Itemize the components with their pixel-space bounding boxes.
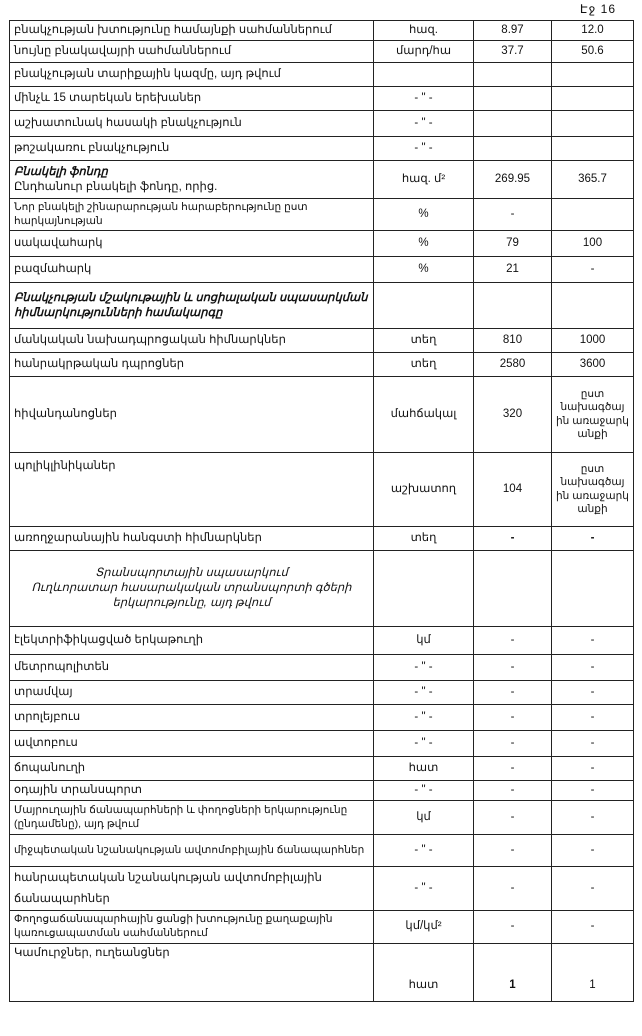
row-label: էլեկտրիֆիկացված երկաթուղի — [10, 627, 374, 655]
row-unit: տեղ — [374, 527, 474, 551]
row-value-1: - — [474, 199, 552, 231]
table-row — [10, 283, 634, 329]
row-value-1: - — [474, 731, 552, 757]
row-value-1: - — [474, 911, 552, 943]
row-label: Մայրուղային ճանապարհների և փողոցների երկարությունը (ընդամենը), այդ թվում — [10, 801, 374, 835]
row-value-2: - — [552, 705, 634, 731]
row-value-1: 269.95 — [474, 161, 552, 199]
row-unit: - " - — [374, 87, 474, 111]
row-label: պոլիկլինիկաներ — [10, 453, 374, 527]
row-value-1 — [474, 111, 552, 137]
row-value-2: 1 — [552, 943, 634, 1001]
row-value-2: 12.0 — [552, 21, 634, 41]
row-label: տրոլեյբուս — [10, 705, 374, 731]
row-value-2: 365.7 — [552, 161, 634, 199]
table-row — [10, 161, 634, 199]
row-value-2: - — [552, 527, 634, 551]
row-unit: կմ — [374, 801, 474, 835]
row-value-1: - — [474, 527, 552, 551]
table-row — [10, 41, 634, 63]
row-label: օդային տրանսպորտ — [10, 781, 374, 801]
row-value-1: 21 — [474, 257, 552, 283]
row-label: սակավահարկ — [10, 231, 374, 257]
row-value-2 — [552, 199, 634, 231]
row-unit: մահճակալ — [374, 377, 474, 453]
table-row — [10, 199, 634, 231]
table-row — [10, 655, 634, 681]
row-value-2 — [552, 551, 634, 627]
table-row — [10, 63, 634, 87]
row-value-2: - — [552, 257, 634, 283]
section-heading: Ուղևորատար հասարակական տրանսպորտի գծերի — [31, 582, 352, 595]
table-row — [10, 867, 634, 911]
row-value-1: - — [474, 705, 552, 731]
row-label: Կամուրջներ, ուղեանցներ — [10, 943, 374, 1001]
row-unit: - " - — [374, 705, 474, 731]
row-unit: հատ — [374, 757, 474, 781]
table-row — [10, 87, 634, 111]
row-unit: հազ. մ² — [374, 161, 474, 199]
section-heading: Բնակելի ֆոնդը — [14, 165, 108, 178]
row-value-1: - — [474, 781, 552, 801]
row-unit: կմ/կմ² — [374, 911, 474, 943]
row-value-1: 8.97 — [474, 21, 552, 41]
table-row — [10, 943, 634, 1001]
row-unit: աշխատող — [374, 453, 474, 527]
table-row — [10, 21, 634, 41]
row-value-1: - — [474, 655, 552, 681]
row-unit: % — [374, 231, 474, 257]
table-row — [10, 137, 634, 161]
row-label: տրամվայ — [10, 681, 374, 705]
row-value-2: 1000 — [552, 329, 634, 353]
row-unit: մարդ/հա — [374, 41, 474, 63]
row-label — [10, 161, 374, 199]
row-value-1: - — [474, 801, 552, 835]
table-row — [10, 551, 634, 627]
row-label: առողջարանային հանգստի հիմնարկներ — [10, 527, 374, 551]
table-row — [10, 681, 634, 705]
row-unit: հատ — [374, 943, 474, 1001]
row-label — [10, 867, 374, 911]
row-value-1: - — [474, 757, 552, 781]
row-value-2 — [552, 87, 634, 111]
row-unit: - " - — [374, 781, 474, 801]
row-value-2: - — [552, 655, 634, 681]
row-label — [10, 283, 374, 329]
row-label: ավտոբուս — [10, 731, 374, 757]
row-unit: կմ — [374, 627, 474, 655]
row-label: հիվանդանոցներ — [10, 377, 374, 453]
row-value-2: - — [552, 835, 634, 867]
table-row — [10, 627, 634, 655]
row-label: աշխատունակ հասակի բնակչություն — [10, 111, 374, 137]
row-value-2: - — [552, 681, 634, 705]
row-unit — [374, 63, 474, 87]
row-unit: % — [374, 257, 474, 283]
row-label: բնակչության տարիքային կազմը, այդ թվում — [10, 63, 374, 87]
table-row — [10, 111, 634, 137]
row-value-2 — [552, 283, 634, 329]
row-unit: - " - — [374, 731, 474, 757]
row-value-2: 100 — [552, 231, 634, 257]
page-number: Էջ 16 — [579, 2, 616, 16]
row-value-2: - — [552, 757, 634, 781]
row-value-1: 1 — [474, 943, 552, 1001]
table-row — [10, 781, 634, 801]
row-value-1: 79 — [474, 231, 552, 257]
row-value-2: - — [552, 731, 634, 757]
row-unit: - " - — [374, 681, 474, 705]
table-row — [10, 731, 634, 757]
row-unit: տեղ — [374, 353, 474, 377]
table-row — [10, 911, 634, 943]
indicators-table — [9, 20, 634, 1002]
row-label: Նոր բնակելի շինարարության հարաբերությունը ըստ հարկայնության — [10, 199, 374, 231]
table-row — [10, 705, 634, 731]
table-row — [10, 377, 634, 453]
row-label: մինչև 15 տարեկան երեխաներ — [10, 87, 374, 111]
row-value-2: - — [552, 627, 634, 655]
row-label-text: հանրապետական նշանակության ավտոմոբիլային — [14, 871, 322, 884]
table-row — [10, 527, 634, 551]
row-label: բնակչության խտությունը համայնքի սահմաններում — [10, 21, 374, 41]
row-value-1: 37.7 — [474, 41, 552, 63]
row-label: մետրոպոլիտեն — [10, 655, 374, 681]
row-value-1: 104 — [474, 453, 552, 527]
table-row — [10, 231, 634, 257]
row-value-1: 810 — [474, 329, 552, 353]
row-value-1 — [474, 283, 552, 329]
row-value-2: 3600 — [552, 353, 634, 377]
row-value-1: - — [474, 867, 552, 911]
row-value-1: 320 — [474, 377, 552, 453]
row-label-text: Ընդհանուր բնակելի ֆոնդը, որից. — [14, 180, 218, 193]
row-value-2: - — [552, 801, 634, 835]
table-row — [10, 453, 634, 527]
row-value-1: 2580 — [474, 353, 552, 377]
row-value-2: - — [552, 781, 634, 801]
row-label-text: ճանապարհներ — [14, 892, 110, 905]
table-row — [10, 353, 634, 377]
row-value-2: - — [552, 911, 634, 943]
row-value-1: - — [474, 835, 552, 867]
table-row — [10, 757, 634, 781]
table-row — [10, 835, 634, 867]
row-label: Փողոցաճանապարհային ցանցի խտությունը քաղաքային կառուցապատման սահմաններում — [10, 911, 374, 943]
row-unit: հազ. — [374, 21, 474, 41]
table-row — [10, 329, 634, 353]
row-value-1 — [474, 137, 552, 161]
row-unit: - " - — [374, 137, 474, 161]
row-label: միջպետական նշանակության ավտոմոբիլային ճանապարհներ — [10, 835, 374, 867]
row-unit: - " - — [374, 111, 474, 137]
row-unit — [374, 283, 474, 329]
row-label: բազմահարկ — [10, 257, 374, 283]
section-heading: Բնակչության մշակութային և սոցիալական սպասարկման — [14, 291, 368, 304]
section-heading: Տրանսպորտային սպասարկում — [95, 567, 288, 580]
row-value-2 — [552, 111, 634, 137]
row-unit: % — [374, 199, 474, 231]
row-label — [10, 551, 374, 627]
row-label: մանկական նախադպրոցական հիմնարկներ — [10, 329, 374, 353]
row-value-1: - — [474, 627, 552, 655]
row-value-2 — [552, 137, 634, 161]
row-unit: - " - — [374, 655, 474, 681]
row-value-1 — [474, 551, 552, 627]
section-heading: հիմնարկությունների համակարգը — [14, 306, 223, 319]
row-unit — [374, 551, 474, 627]
table-row — [10, 801, 634, 835]
row-value-2 — [552, 63, 634, 87]
section-heading: երկարությունը, այդ թվում — [112, 597, 271, 610]
row-value-1: - — [474, 681, 552, 705]
row-value-1 — [474, 87, 552, 111]
row-label: հանրակրթական դպրոցներ — [10, 353, 374, 377]
row-label: ճոպանուղի — [10, 757, 374, 781]
row-unit: - " - — [374, 867, 474, 911]
row-unit: - " - — [374, 835, 474, 867]
row-label: նույնը բնակավայրի սահմաններում — [10, 41, 374, 63]
row-value-1 — [474, 63, 552, 87]
row-value-2: ըստ նախագծայ ին առաջարկ անքի — [552, 377, 634, 453]
table-row — [10, 257, 634, 283]
row-value-2: - — [552, 867, 634, 911]
row-value-2: 50.6 — [552, 41, 634, 63]
row-label: թոշակառու բնակչություն — [10, 137, 374, 161]
row-unit: տեղ — [374, 329, 474, 353]
row-value-2: ըստ նախագծայ ին առաջարկ անքի — [552, 453, 634, 527]
